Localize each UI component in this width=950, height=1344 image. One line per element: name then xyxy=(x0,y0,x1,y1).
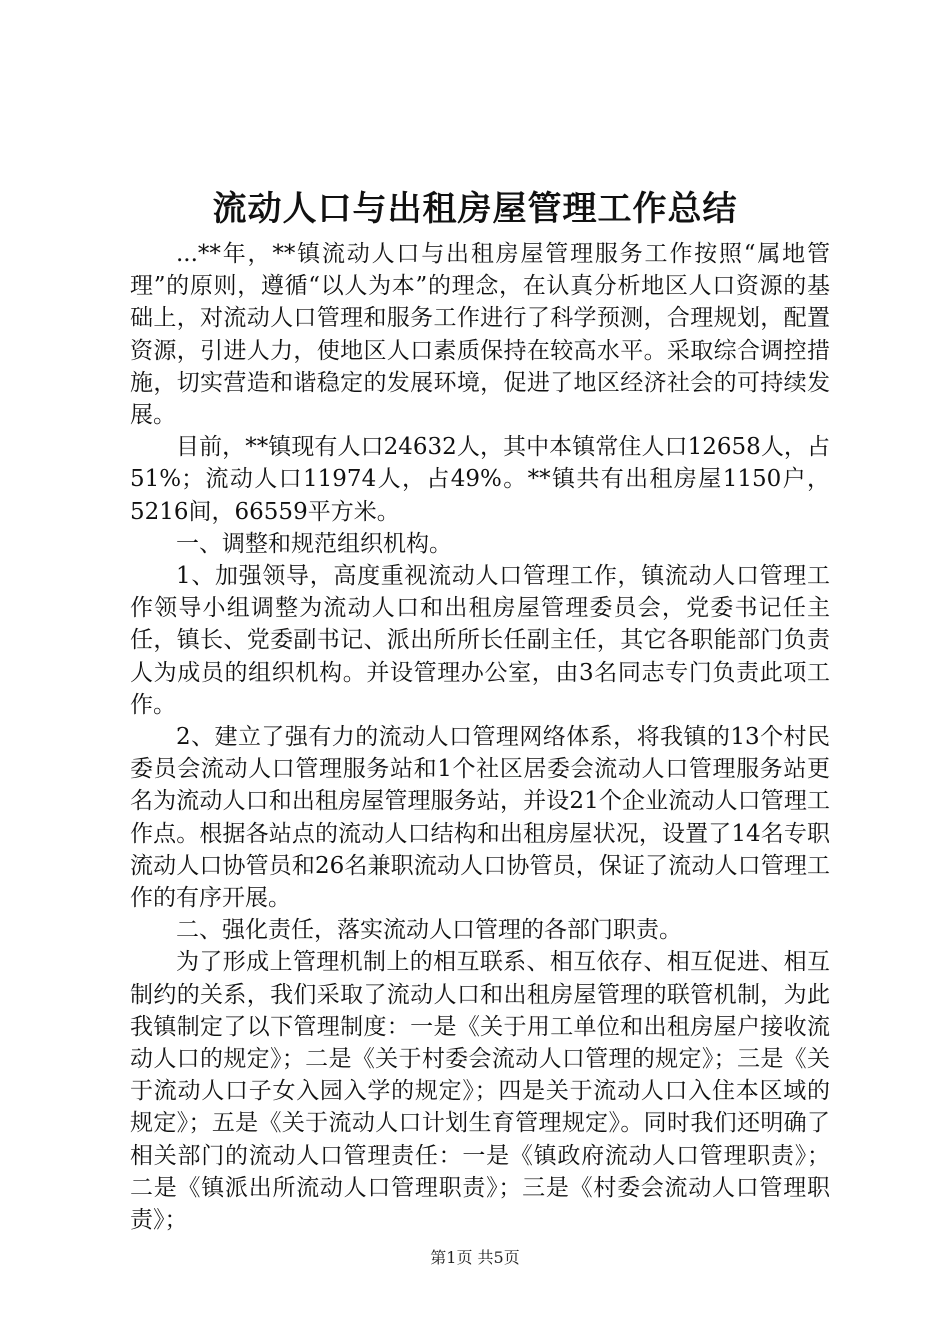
paragraph-item-1: 1、加强领导，高度重视流动人口管理工作，镇流动人口管理工作领导小组调整为流动人口和出租房屋管理委员会，党委书记任主任，镇长、党委副书记、派出所所长任副主任，其它各职能部门负责人为成员的组织机构。并设管理办公室，由3名同志专门负责此项工作。 xyxy=(130,563,830,718)
document-body xyxy=(130,238,830,1236)
paragraph-item-2: 2、建立了强有力的流动人口管理网络体系，将我镇的13个村民委员会流动人口管理服务站和1个社区居委会流动人口管理服务站更名为流动人口和出租房屋管理服务站，并设21个企业流动人口管理工作点。根据各站点的流动人口结构和出租房屋状况，设置了14名专职流动人口协管员和26名兼职流动人口协管员，保证了流动人口管理工作的有序开展。 xyxy=(130,724,830,912)
section-heading-1: 一、调整和规范组织机构。 xyxy=(176,530,452,557)
paragraph-statistics: 目前，**镇现有人口24632人，其中本镇常住人口12658人，占51%；流动人口11974人，占49%。**镇共有出租房屋1150户，5216间，66559平方米。 xyxy=(130,434,830,525)
paragraph-intro: ...**年，**镇流动人口与出租房屋管理服务工作按照“属地管理”的原则，遵循“以人为本”的理念，在认真分析地区人口资源的基础上，对流动人口管理和服务工作进行了科学预测，合理规划，配置资源，引进人力，使地区人口素质保持在较高水平。采取综合调控措施，切实营造和谐稳定的发展环境，促进了地区经济社会的可持续发展。 xyxy=(130,241,830,429)
section-heading-2: 二、强化责任，落实流动人口管理的各部门职责。 xyxy=(176,917,682,944)
page-footer: 第1页 共5页 xyxy=(430,1248,520,1267)
document-title: 流动人口与出租房屋管理工作总结 xyxy=(212,189,738,229)
paragraph-responsibilities: 为了形成上管理机制上的相互联系、相互依存、相互促进、相互制约的关系，我们采取了流动人口和出租房屋管理的联管机制，为此我镇制定了以下管理制度：一是《关于用工单位和出租房屋户接收流动人口的规定》；二是《关于村委会流动人口管理的规定》；三是《关于流动人口子女入园入学的规定》；四是关于流动人口入住本区域的规定》；五是《关于流动人口计划生育管理规定》。同时我们还明确了相关部门的流动人口管理责任：一是《镇政府流动人口管理职责》；二是《镇派出所流动人口管理职责》；三是《村委会流动人口管理职责》； xyxy=(130,949,830,1234)
